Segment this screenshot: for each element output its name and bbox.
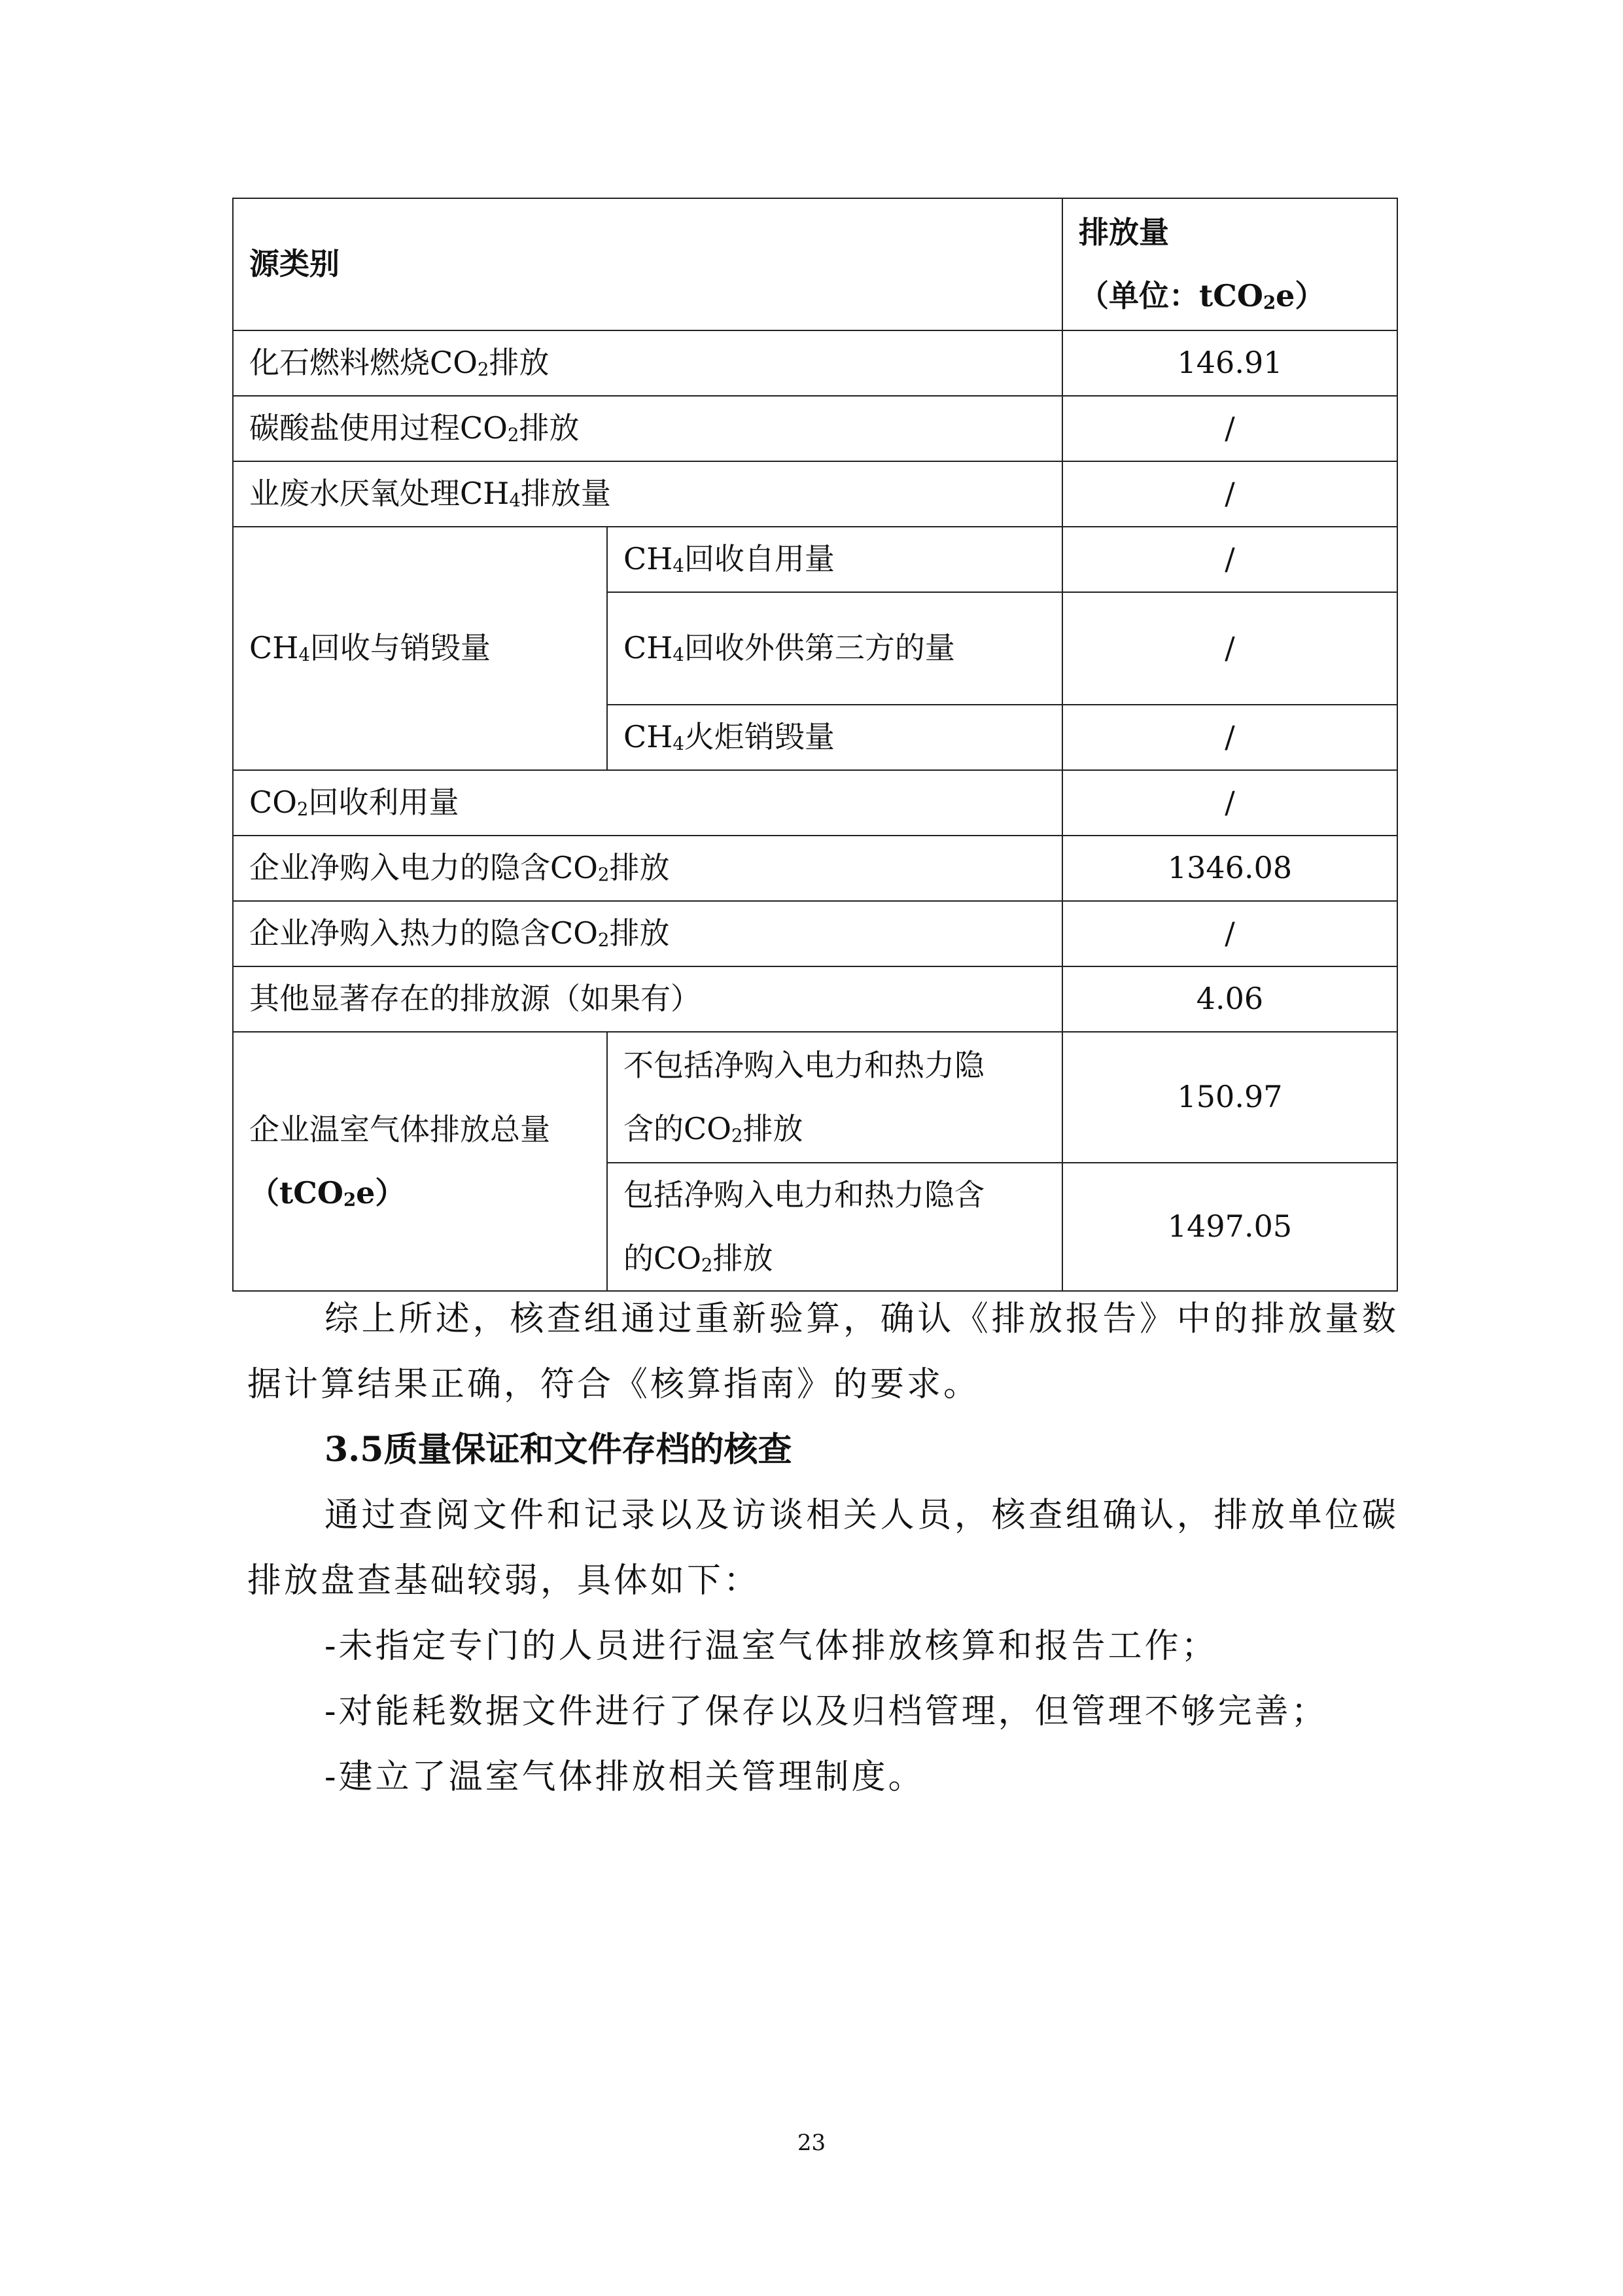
total-group-label [233,1032,607,1291]
table-row [233,901,1397,966]
row-label: 碳酸盐使用过程$CO_2$排放 [233,396,1062,461]
row-label: 化石燃料燃烧$CO_2$排放 [233,330,1062,396]
ch4-group-label: $CH_4$回收与销毁量 [233,527,607,770]
row-label: 其他显著存在的排放源（如果有） [233,966,1062,1032]
intro-paragraph: 通过查阅文件和记录以及访谈相关人员，核查组确认，排放单位碳排放盘查基础较弱，具体如下： [247,1496,1399,1600]
header-emission-amount [1062,198,1397,330]
table-row [233,396,1397,461]
bullet-item: -未指定专门的人员进行温室气体排放核算和报告工作； [324,1627,1218,1666]
table-header-row [233,198,1397,330]
header-source-category: 源类别 [233,198,1062,330]
row-label: 包括净购入电力和热力隐含 的$CO_2$排放 [607,1163,1062,1291]
table-row [233,770,1397,836]
table-row [233,330,1397,396]
table-row [233,527,1397,592]
row-value: / [1062,461,1397,527]
row-value: / [1062,705,1397,770]
row-label: 企业净购入热力的隐含$CO_2$排放 [233,901,1062,966]
total-label-line1: 企业温室气体排放总量 [249,1112,550,1148]
bullet-item: -建立了温室气体排放相关管理制度。 [324,1757,925,1797]
bullet-item: -对能耗数据文件进行了保存以及归档管理，但管理不够完善； [324,1692,1328,1731]
row-value: / [1062,592,1397,705]
row-value: / [1062,901,1397,966]
conclusion-paragraph: 综上所述，核查组通过重新验算，确认《排放报告》中的排放量数据计算结果正确，符合《核算指南》的要求。 [247,1299,1399,1404]
row-value: 1497.05 [1062,1163,1397,1291]
table-row [233,966,1397,1032]
row-label: 企业净购入电力的隐含$CO_2$排放 [233,836,1062,901]
row-value: / [1062,396,1397,461]
row-label: $CO_2$回收利用量 [233,770,1062,836]
header-unit: （单位：tCO$_2$e） [1079,278,1325,314]
row-label: $CH_4$回收自用量 [607,527,1062,592]
table-row [233,1032,1397,1163]
page-number: 23 [797,2130,826,2156]
table-row [233,461,1397,527]
row-value: 150.97 [1062,1032,1397,1163]
row-value: 4.06 [1062,966,1397,1032]
row-label: 业废水厌氧处理$CH_4$排放量 [233,461,1062,527]
row-value: 1346.08 [1062,836,1397,901]
header-emission-label: 排放量 [1079,215,1169,251]
row-value: / [1062,770,1397,836]
section-heading: 3.5质量保证和文件存档的核查 [324,1430,792,1470]
row-label: 不包括净购入电力和热力隐 含的$CO_2$排放 [607,1032,1062,1163]
body-text [247,1286,1399,1810]
emissions-table [232,198,1398,1292]
row-label: $CH_4$回收外供第三方的量 [607,592,1062,705]
row-value: / [1062,527,1397,592]
total-label-line2: （tCO$_2$e） [249,1175,406,1211]
row-value: 146.91 [1062,330,1397,396]
table-row [233,836,1397,901]
row-label: $CH_4$火炬销毁量 [607,705,1062,770]
